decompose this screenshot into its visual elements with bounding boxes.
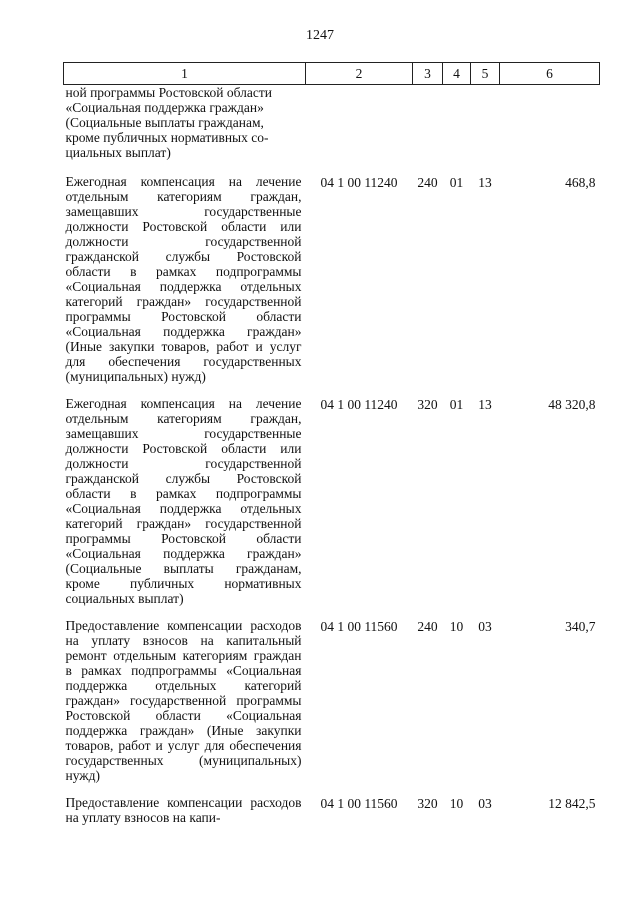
row-section: 01 xyxy=(449,397,464,412)
row-section: 10 xyxy=(449,619,464,634)
row-subsection: 13 xyxy=(478,397,492,412)
row-description: Предоставление компенсации расходов на уплату взносов на капи- xyxy=(65,795,302,825)
row-subsection: 03 xyxy=(478,619,492,634)
table-row xyxy=(64,174,600,396)
row-section xyxy=(443,85,471,175)
col-header-1: 1 xyxy=(64,63,306,85)
row-target-code xyxy=(306,85,413,175)
budget-table xyxy=(63,62,600,837)
page-number: 1247 xyxy=(306,28,334,43)
row-expense-type xyxy=(413,85,443,175)
row-target-code: 04 1 00 11560 xyxy=(320,619,398,634)
col-header-5: 5 xyxy=(471,63,500,85)
col-header-4: 4 xyxy=(443,63,471,85)
col-header-3: 3 xyxy=(413,63,443,85)
col-header-6: 6 xyxy=(500,63,600,85)
header-row xyxy=(64,63,600,85)
row-amount: 12 842,5 xyxy=(548,796,596,811)
row-amount: 340,7 xyxy=(565,619,596,634)
row-expense-type: 320 xyxy=(417,796,438,811)
row-target-code: 04 1 00 11240 xyxy=(320,175,398,190)
table-row xyxy=(64,396,600,618)
table-row xyxy=(64,795,600,837)
row-target-code: 04 1 00 11560 xyxy=(320,796,398,811)
row-subsection: 13 xyxy=(478,175,492,190)
row-expense-type: 240 xyxy=(417,175,438,190)
table-row xyxy=(64,618,600,795)
row-subsection: 03 xyxy=(478,796,492,811)
table-header xyxy=(64,63,600,85)
row-subsection xyxy=(471,85,500,175)
row-target-code: 04 1 00 11240 xyxy=(320,397,398,412)
col-header-2: 2 xyxy=(306,63,413,85)
row-description: Ежегодная компенсация на лечение отдельным категориям граждан, замещавших государственные должности Ростовской области или должности государственной гражданской службы Ростовской области в рамках подпрограммы «Социальная поддержка отдельных категорий граждан» государственной программы Ростовской области «Социальная поддержка граждан» (Иные закупки товаров, работ и услуг для обеспечения государственных (муниципальных) нужд) xyxy=(65,174,302,384)
row-section: 01 xyxy=(449,175,464,190)
row-amount xyxy=(500,85,600,175)
row-amount: 48 320,8 xyxy=(548,397,596,412)
row-section: 10 xyxy=(449,796,464,811)
row-description: ной программы Ростовской области «Социальная поддержка граждан» (Социальные выплаты гражданам, кроме публичных нормативных со- циальных выплат) xyxy=(65,85,272,160)
row-expense-type: 240 xyxy=(417,619,438,634)
row-expense-type: 320 xyxy=(417,397,438,412)
table-row xyxy=(64,85,600,175)
table-body xyxy=(64,85,600,838)
row-description: Предоставление компенсации расходов на уплату взносов на капитальный ремонт отдельным категориям граждан в рамках подпрограммы «Социальная поддержка отдельных категорий граждан» государственной программы Ростовской области «Социальная поддержка граждан» (Иные закупки товаров, работ и услуг для обеспечения государственных (муниципальных) нужд) xyxy=(65,618,302,783)
row-amount: 468,8 xyxy=(565,175,596,190)
row-description: Ежегодная компенсация на лечение отдельным категориям граждан, замещавших государственные должности Ростовской области или должности государственной гражданской службы Ростовской области в рамках подпрограммы «Социальная поддержка отдельных категорий граждан» государственной программы Ростовской области «Социальная поддержка граждан» (Социальные выплаты гражданам, кроме публичных нормативных социальных выплат) xyxy=(65,396,302,606)
